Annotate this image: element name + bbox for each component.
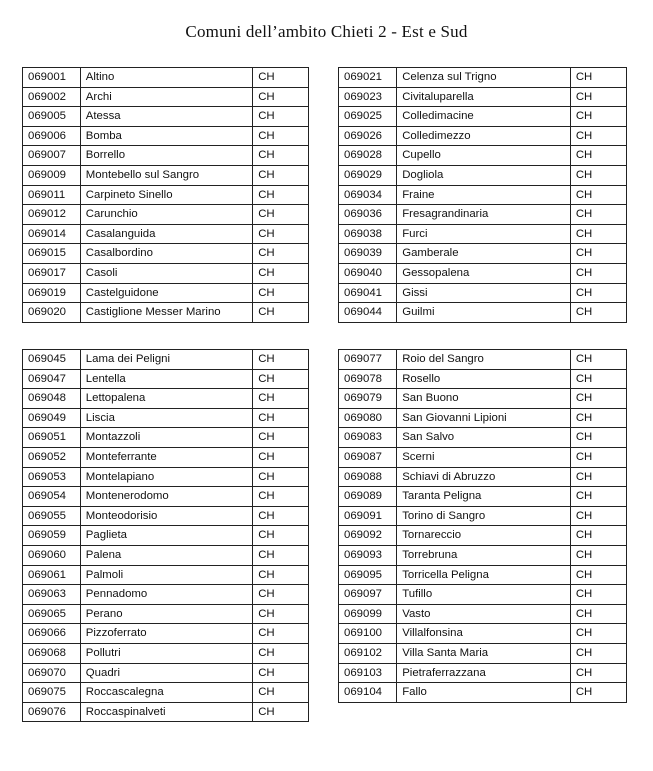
istat-code-cell: 069038 [339,224,397,244]
comune-name-cell: Montelapiano [80,467,252,487]
istat-code-cell: 069093 [339,545,397,565]
province-cell: CH [253,350,309,370]
istat-code-cell: 069049 [23,408,81,428]
istat-code-cell: 069020 [23,303,81,323]
province-cell: CH [570,389,626,409]
istat-code-cell: 069034 [339,185,397,205]
province-cell: CH [570,683,626,703]
istat-code-cell: 069005 [23,107,81,127]
table-row [23,303,309,323]
province-cell: CH [570,467,626,487]
comune-name-cell: Guilmi [397,303,571,323]
comune-name-cell: Pietraferrazzana [397,663,571,683]
table-row [23,643,309,663]
comune-name-cell: Pizzoferrato [80,624,252,644]
table-row [23,408,309,428]
province-cell: CH [253,467,309,487]
comune-name-cell: Palmoli [80,565,252,585]
istat-code-cell: 069014 [23,224,81,244]
table-row [339,283,627,303]
istat-code-cell: 069011 [23,185,81,205]
istat-code-cell: 069076 [23,702,81,722]
comune-name-cell: Palena [80,545,252,565]
istat-code-cell: 069025 [339,107,397,127]
table-row [339,467,627,487]
istat-code-cell: 069026 [339,126,397,146]
comune-name-cell: Archi [80,87,252,107]
comune-name-cell: Fraine [397,185,571,205]
istat-code-cell: 069052 [23,447,81,467]
istat-code-cell: 069009 [23,165,81,185]
comune-name-cell: Casalanguida [80,224,252,244]
istat-code-cell: 069040 [339,263,397,283]
province-cell: CH [253,624,309,644]
table-row [23,205,309,225]
comune-name-cell: Borrello [80,146,252,166]
table-row [339,165,627,185]
comune-name-cell: Gissi [397,283,571,303]
province-cell: CH [253,643,309,663]
istat-code-cell: 069102 [339,643,397,663]
istat-code-cell: 069006 [23,126,81,146]
istat-code-cell: 069023 [339,87,397,107]
province-cell: CH [253,526,309,546]
province-cell: CH [570,68,626,88]
province-cell: CH [570,408,626,428]
table-row [339,350,627,370]
province-cell: CH [253,205,309,225]
comune-name-cell: Monteodorisio [80,506,252,526]
comune-name-cell: Cupello [397,146,571,166]
table-row [339,303,627,323]
province-cell: CH [253,506,309,526]
istat-code-cell: 069083 [339,428,397,448]
istat-code-cell: 069060 [23,545,81,565]
province-cell: CH [570,244,626,264]
province-cell: CH [253,68,309,88]
table-row [23,683,309,703]
istat-code-cell: 069061 [23,565,81,585]
comuni-table-bottom-left [22,349,309,722]
table-row [339,146,627,166]
istat-code-cell: 069070 [23,663,81,683]
province-cell: CH [253,185,309,205]
comune-name-cell: Montenerodomo [80,487,252,507]
province-cell: CH [570,283,626,303]
province-cell: CH [253,487,309,507]
istat-code-cell: 069092 [339,526,397,546]
province-cell: CH [253,447,309,467]
comune-name-cell: Atessa [80,107,252,127]
table-row [339,68,627,88]
province-cell: CH [570,506,626,526]
table-row [339,683,627,703]
table-row [339,389,627,409]
istat-code-cell: 069078 [339,369,397,389]
province-cell: CH [570,487,626,507]
province-cell: CH [570,205,626,225]
province-cell: CH [253,428,309,448]
comune-name-cell: Casalbordino [80,244,252,264]
table-row [339,263,627,283]
comune-name-cell: Rosello [397,369,571,389]
comune-name-cell: Castiglione Messer Marino [80,303,252,323]
province-cell: CH [570,107,626,127]
istat-code-cell: 069036 [339,205,397,225]
table-row [339,624,627,644]
table-row [339,87,627,107]
table-row [339,107,627,127]
comune-name-cell: Torricella Peligna [397,565,571,585]
table-row [339,545,627,565]
comuni-table-top-left [22,67,309,323]
province-cell: CH [253,683,309,703]
istat-code-cell: 069087 [339,447,397,467]
table-row [23,107,309,127]
comune-name-cell: Montebello sul Sangro [80,165,252,185]
comune-name-cell: San Buono [397,389,571,409]
province-cell: CH [570,263,626,283]
comune-name-cell: Paglieta [80,526,252,546]
table-row [23,585,309,605]
province-cell: CH [253,263,309,283]
table-row [23,526,309,546]
province-cell: CH [570,369,626,389]
comune-name-cell: Fresagrandinaria [397,205,571,225]
province-cell: CH [253,126,309,146]
table-row [339,126,627,146]
istat-code-cell: 069068 [23,643,81,663]
province-cell: CH [253,107,309,127]
istat-code-cell: 069055 [23,506,81,526]
istat-code-cell: 069103 [339,663,397,683]
istat-code-cell: 069015 [23,244,81,264]
province-cell: CH [570,428,626,448]
province-cell: CH [570,303,626,323]
comune-name-cell: Villalfonsina [397,624,571,644]
comune-name-cell: San Giovanni Lipioni [397,408,571,428]
comune-name-cell: Roccascalegna [80,683,252,703]
table-row [23,244,309,264]
province-cell: CH [253,545,309,565]
istat-code-cell: 069088 [339,467,397,487]
istat-code-cell: 069021 [339,68,397,88]
istat-code-cell: 069047 [23,369,81,389]
comune-name-cell: Gamberale [397,244,571,264]
table-row [23,185,309,205]
comune-name-cell: Celenza sul Trigno [397,68,571,88]
table-row [23,126,309,146]
table-row [339,369,627,389]
province-cell: CH [570,624,626,644]
comune-name-cell: Montazzoli [80,428,252,448]
table-row [339,205,627,225]
comune-name-cell: Colledimezzo [397,126,571,146]
province-cell: CH [253,702,309,722]
province-cell: CH [253,389,309,409]
province-cell: CH [570,224,626,244]
comune-name-cell: Altino [80,68,252,88]
istat-code-cell: 069079 [339,389,397,409]
comune-name-cell: Pennadomo [80,585,252,605]
province-cell: CH [253,165,309,185]
istat-code-cell: 069048 [23,389,81,409]
table-row [339,428,627,448]
istat-code-cell: 069077 [339,350,397,370]
province-cell: CH [253,244,309,264]
comune-name-cell: Lentella [80,369,252,389]
table-row [23,165,309,185]
comune-name-cell: Tufillo [397,585,571,605]
province-cell: CH [253,303,309,323]
province-cell: CH [253,369,309,389]
comune-name-cell: Vasto [397,604,571,624]
table-row [23,350,309,370]
istat-code-cell: 069001 [23,68,81,88]
province-cell: CH [253,408,309,428]
province-cell: CH [253,224,309,244]
table-row [23,487,309,507]
table-row [23,369,309,389]
comune-name-cell: Pollutri [80,643,252,663]
table-row [339,604,627,624]
comune-name-cell: Civitaluparella [397,87,571,107]
table-row [23,146,309,166]
comune-name-cell: Carpineto Sinello [80,185,252,205]
comune-name-cell: Liscia [80,408,252,428]
province-cell: CH [570,165,626,185]
comune-name-cell: Castelguidone [80,283,252,303]
istat-code-cell: 069063 [23,585,81,605]
province-cell: CH [253,565,309,585]
comune-name-cell: San Salvo [397,428,571,448]
province-cell: CH [570,643,626,663]
comune-name-cell: Monteferrante [80,447,252,467]
istat-code-cell: 069065 [23,604,81,624]
table-row [23,467,309,487]
table-row [339,185,627,205]
comune-name-cell: Villa Santa Maria [397,643,571,663]
comune-name-cell: Casoli [80,263,252,283]
istat-code-cell: 069066 [23,624,81,644]
table-row [23,263,309,283]
comune-name-cell: Lama dei Peligni [80,350,252,370]
istat-code-cell: 069017 [23,263,81,283]
table-row [23,224,309,244]
comune-name-cell: Quadri [80,663,252,683]
comune-name-cell: Carunchio [80,205,252,225]
comune-name-cell: Furci [397,224,571,244]
table-row [339,487,627,507]
comune-name-cell: Torino di Sangro [397,506,571,526]
table-row [23,428,309,448]
comune-name-cell: Lettopalena [80,389,252,409]
table-row [339,447,627,467]
istat-code-cell: 069044 [339,303,397,323]
table-row [339,663,627,683]
comune-name-cell: Torrebruna [397,545,571,565]
comune-name-cell: Bomba [80,126,252,146]
province-cell: CH [570,447,626,467]
comuni-table-top-right [338,67,627,323]
comune-name-cell: Scerni [397,447,571,467]
istat-code-cell: 069051 [23,428,81,448]
province-cell: CH [570,663,626,683]
istat-code-cell: 069099 [339,604,397,624]
comune-name-cell: Tornareccio [397,526,571,546]
comune-name-cell: Perano [80,604,252,624]
table-row [23,68,309,88]
comune-name-cell: Roio del Sangro [397,350,571,370]
istat-code-cell: 069091 [339,506,397,526]
table-row [339,244,627,264]
province-cell: CH [570,565,626,585]
comune-name-cell: Schiavi di Abruzzo [397,467,571,487]
istat-code-cell: 069039 [339,244,397,264]
province-cell: CH [253,283,309,303]
province-cell: CH [253,663,309,683]
province-cell: CH [570,185,626,205]
table-row [23,663,309,683]
istat-code-cell: 069104 [339,683,397,703]
table-row [339,565,627,585]
istat-code-cell: 069089 [339,487,397,507]
istat-code-cell: 069041 [339,283,397,303]
istat-code-cell: 069100 [339,624,397,644]
comune-name-cell: Roccaspinalveti [80,702,252,722]
istat-code-cell: 069054 [23,487,81,507]
istat-code-cell: 069059 [23,526,81,546]
province-cell: CH [570,526,626,546]
province-cell: CH [253,604,309,624]
table-row [23,604,309,624]
province-cell: CH [253,585,309,605]
table-row [339,585,627,605]
province-cell: CH [570,604,626,624]
istat-code-cell: 069002 [23,87,81,107]
province-cell: CH [570,585,626,605]
table-row [339,526,627,546]
istat-code-cell: 069097 [339,585,397,605]
istat-code-cell: 069095 [339,565,397,585]
province-cell: CH [253,87,309,107]
comuni-table-bottom-right [338,349,627,703]
province-cell: CH [570,146,626,166]
table-row [23,87,309,107]
table-row [339,408,627,428]
province-cell: CH [570,126,626,146]
istat-code-cell: 069028 [339,146,397,166]
comune-name-cell: Colledimacine [397,107,571,127]
istat-code-cell: 069045 [23,350,81,370]
table-row [339,224,627,244]
comune-name-cell: Fallo [397,683,571,703]
comune-name-cell: Gessopalena [397,263,571,283]
table-row [23,565,309,585]
istat-code-cell: 069007 [23,146,81,166]
istat-code-cell: 069053 [23,467,81,487]
province-cell: CH [570,87,626,107]
table-row [23,624,309,644]
province-cell: CH [253,146,309,166]
istat-code-cell: 069075 [23,683,81,703]
istat-code-cell: 069080 [339,408,397,428]
table-row [339,643,627,663]
table-row [23,283,309,303]
istat-code-cell: 069012 [23,205,81,225]
comune-name-cell: Taranta Peligna [397,487,571,507]
province-cell: CH [570,545,626,565]
table-row [23,702,309,722]
page-title: Comuni dell’ambito Chieti 2 - Est e Sud [185,22,468,41]
table-row [23,389,309,409]
table-row [23,545,309,565]
istat-code-cell: 069029 [339,165,397,185]
table-row [23,447,309,467]
istat-code-cell: 069019 [23,283,81,303]
table-row [23,506,309,526]
comune-name-cell: Dogliola [397,165,571,185]
province-cell: CH [570,350,626,370]
table-row [339,506,627,526]
